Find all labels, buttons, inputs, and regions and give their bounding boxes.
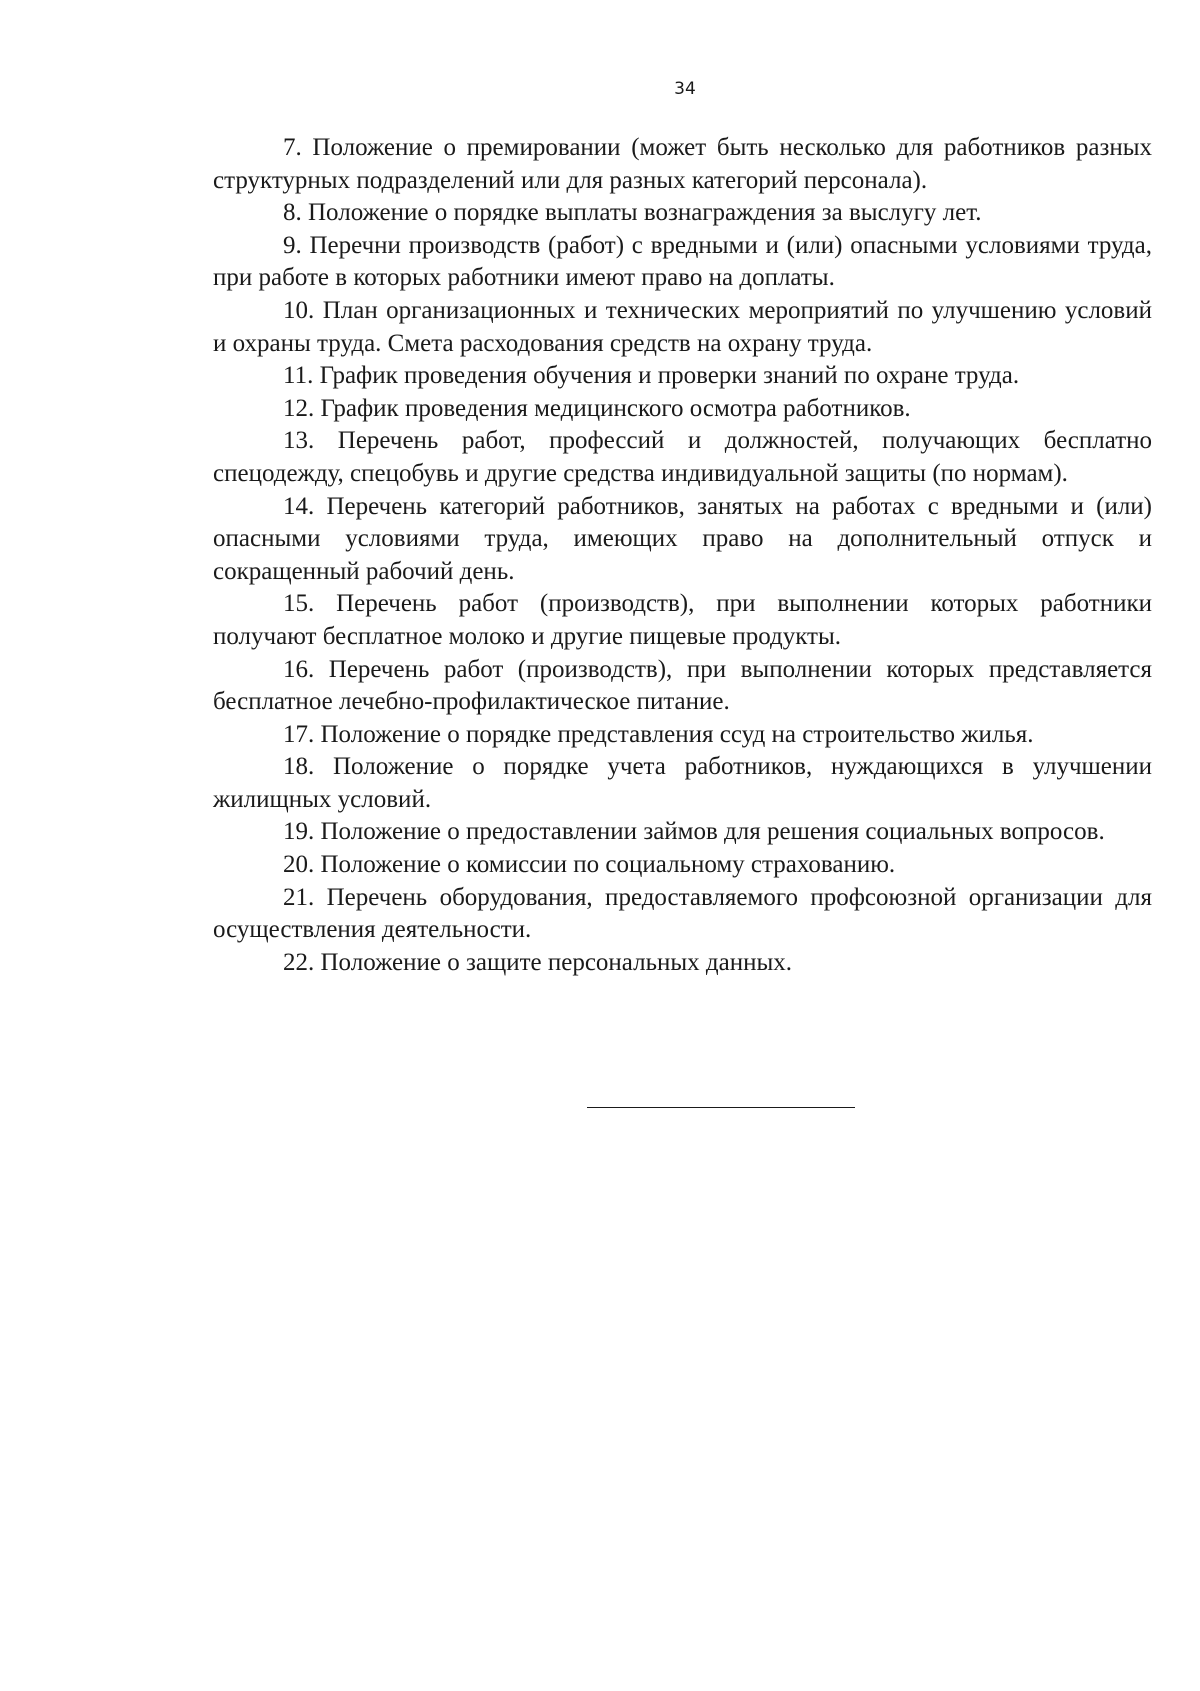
list-item: 12. График проведения медицинского осмотра работников. [283, 394, 911, 422]
list-item: 21. Перечень оборудования, предоставляемого профсоюзной организации для осуществления деятельности. [213, 883, 1152, 944]
list-item: 11. График проведения обучения и проверки знаний по охране труда. [283, 362, 1020, 390]
page-number: 34 [674, 79, 696, 99]
end-divider [587, 1107, 855, 1108]
list-item: 15. Перечень работ (производств), при выполнении которых работники получают бесплатное молоко и другие пищевые продукты. [213, 590, 1152, 650]
document-body [213, 132, 1152, 979]
list-item: 9. Перечни производств (работ) с вредными и (или) опасными условиями труда, при работе в которых работники имеют право на доплаты. [213, 231, 1152, 292]
list-item: 18. Положение о порядке учета работников, нуждающихся в улучшении жилищных условий. [213, 753, 1152, 813]
list-item: 13. Перечень работ, профессий и должностей, получающих бесплатно спецодежду, спецобувь и другие средства индивидуальной защиты (по нормам). [213, 427, 1152, 487]
list-item: 20. Положение о комиссии по социальному страхованию. [283, 851, 896, 879]
list-item: 10. План организационных и технических мероприятий по улучшению условий и охраны труда. Смета расходования средств на охрану труда. [213, 296, 1152, 357]
list-item: 14. Перечень категорий работников, занятых на работах с вредными и (или) опасными условиями труда, имеющих право на дополнительный отпуск и сокращенный рабочий день. [213, 492, 1152, 585]
list-item: 16. Перечень работ (производств), при выполнении которых представляется бесплатное лечебно-профилактическое питание. [213, 655, 1152, 716]
list-item: 7. Положение о премировании (может быть несколько для работников разных структурных подразделений или для разных категорий персонала). [213, 134, 1152, 194]
list-item: 22. Положение о защите персональных данных. [283, 948, 793, 976]
list-item: 8. Положение о порядке выплаты вознаграждения за выслугу лет. [283, 199, 982, 227]
list-item: 17. Положение о порядке представления ссуд на строительство жилья. [283, 720, 1034, 748]
list-item: 19. Положение о предоставлении займов для решения социальных вопросов. [283, 818, 1105, 846]
